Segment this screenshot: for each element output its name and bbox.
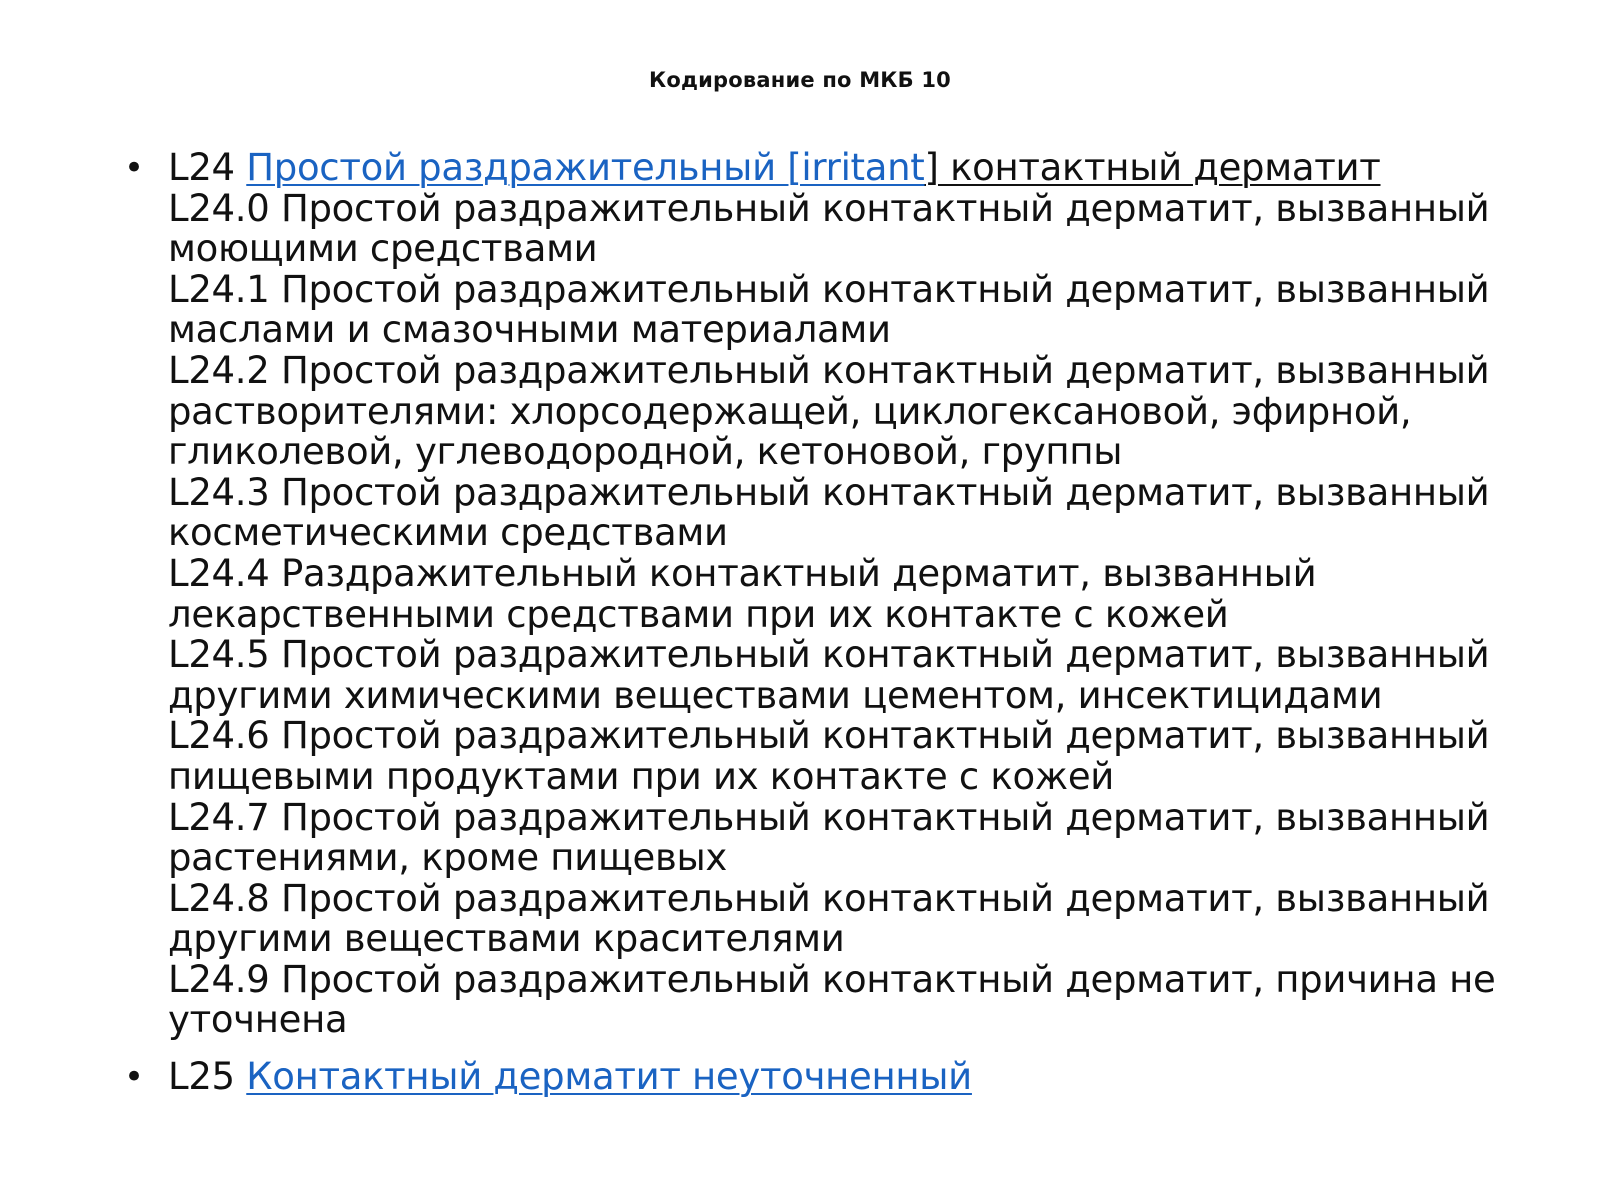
sub-entry-l24-2: L24.2 Простой раздражительный контактный дерматит, вызванный растворителями: хлорсодержащей, циклогексановой, эфирной, гликолевой, углеводородной, кетоновой, группы <box>168 348 1490 474</box>
l25-link[interactable]: Контактный дерматит неуточненный <box>246 1055 972 1099</box>
sub-entry-l24-5: L24.5 Простой раздражительный контактный дерматит, вызванный другими химическими веществами цементом, инсектицидами <box>168 633 1490 717</box>
code-label: L25 <box>168 1055 235 1099</box>
slide-title: Кодирование по МКБ 10 <box>648 68 951 92</box>
code-label: L24 <box>168 146 235 189</box>
bullet-icon: • <box>124 148 144 188</box>
sub-entry-l24-3: L24.3 Простой раздражительный контактный дерматит, вызванный косметическими средствами <box>168 470 1490 555</box>
l24-link[interactable]: Простой раздражительный [irritant <box>246 146 925 189</box>
sub-entry-l24-1: L24.1 Простой раздражительный контактный дерматит, вызванный маслами и смазочными материалами <box>168 267 1490 352</box>
sub-entry-l24-9: L24.9 Простой раздражительный контактный дерматит, причина не уточнена <box>168 957 1496 1042</box>
icd-code-list <box>120 148 1540 1098</box>
bullet-icon: • <box>124 1057 144 1098</box>
sub-entry-l24-6: L24.6 Простой раздражительный контактный дерматит, вызванный пищевыми продуктами при их контакте с кожей <box>168 714 1490 798</box>
sub-entry-l24-0: L24.0 Простой раздражительный контактный дерматит, вызванный моющими средствами <box>168 186 1490 271</box>
sub-entry-l24-7: L24.7 Простой раздражительный контактный дерматит, вызванный растениями, кроме пищевых <box>168 795 1490 880</box>
list-item-l25 <box>120 1057 1540 1098</box>
sub-entry-l24-8: L24.8 Простой раздражительный контактный дерматит, вызванный другими веществами красителями <box>168 876 1490 961</box>
list-item-l24 <box>120 148 1540 1041</box>
l24-title-tail: ] контактный дерматит <box>924 146 1381 189</box>
sub-entry-l24-4: L24.4 Раздражительный контактный дерматит, вызванный лекарственными средствами при их контакте с кожей <box>168 551 1317 636</box>
